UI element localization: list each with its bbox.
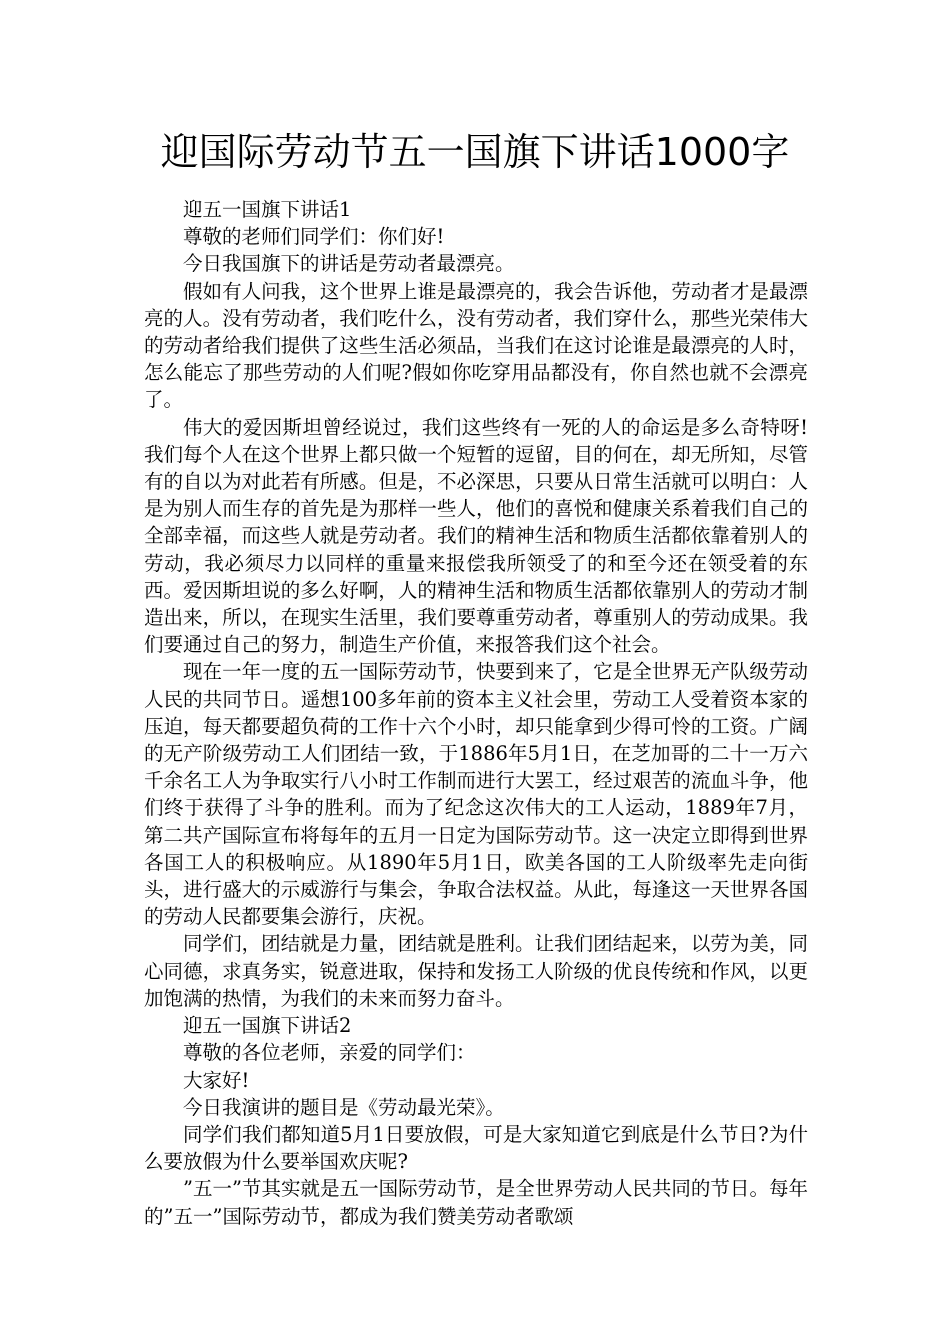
greeting-paragraph: 大家好!: [183, 1068, 250, 1092]
body-paragraph: ”五一”节其实就是五一国际劳动节，是全世界劳动人民共同的节日。每年的”五一”国际劳动节，都成为我们赞美劳动者歌颂: [144, 1177, 808, 1228]
greeting-paragraph: 尊敬的老师们同学们：你们好!: [183, 225, 445, 249]
body-paragraph: 伟大的爱因斯坦曾经说过，我们这些终有一死的人的命运是多么奇特呀!我们每个人在这个世界上都只做一个短暂的逗留，目的何在，却无所知，尽管有的自以为对此若有所感。但是，不必深思，只要从日常生活就可以明白：人是为别人而生存的首先是为那样一些人，他们的喜悦和健康关系着我们自己的全部幸福，而这些人就是劳动者。我们的精神生活和物质生活都依靠着别人的劳动，我必须尽力以同样的重量来报偿我所领受了的和至今还在领受着的东西。爱因斯坦说的多么好啊，人的精神生活和物质生活都依靠别人的劳动才制造出来，所以，在现实生活里，我们要尊重劳动者，尊重别人的劳动成果。我们要通过自己的努力，制造生产价值，来报答我们这个社会。: [144, 415, 808, 657]
body-paragraph: 同学们我们都知道5月1日要放假，可是大家知道它到底是什么节日?为什么要放假为什么要举国欢庆呢?: [144, 1122, 808, 1174]
greeting-paragraph: 尊敬的各位老师，亲爱的同学们：: [183, 1041, 476, 1065]
body-paragraph: 假如有人问我，这个世界上谁是最漂亮的，我会告诉他，劳动者才是最漂亮的人。没有劳动者，我们吃什么，没有劳动者，我们穿什么，那些光荣伟大的劳动者给我们提供了这些生活必须品，当我们在这讨论谁是最漂亮的人时，怎么能忘了那些劳动的人们呢?假如你吃穿用品都没有，你自然也就不会漂亮了。: [144, 279, 808, 412]
document-body: [144, 196, 808, 1230]
document-title: 迎国际劳动节五一国旗下讲话1000字: [160, 130, 790, 174]
body-paragraph: 现在一年一度的五一国际劳动节，快要到来了，它是全世界无产队级劳动人民的共同节日。遥想100多年前的资本主义社会里，劳动工人受着资本家的压迫，每天都要超负荷的工作十六个小时，却只能拿到少得可怜的工资。广阔的无产阶级劳动工人们团结一致，于1886年5月1日，在芝加哥的二十一万六千余名工人为争取实行八小时工作制而进行大罢工，经过艰苦的流血斗争，他们终于获得了斗争的胜利。而为了纪念这次伟大的工人运动，1889年7月，第二共产国际宣布将每年的五月一日定为国际劳动节。这一决定立即得到世界各国工人的积极响应。从1890年5月1日，欧美各国的工人阶级率先走向街头，进行盛大的示威游行与集会，争取合法权益。从此，每逢这一天世界各国的劳动人民都要集会游行，庆祝。: [144, 660, 808, 929]
heading-speech-2: 迎五一国旗下讲话2: [183, 1014, 352, 1038]
heading-speech-1: 迎五一国旗下讲话1: [183, 198, 352, 221]
topic-paragraph: 今日我演讲的题目是《劳动最光荣》。: [183, 1095, 505, 1119]
body-paragraph: 同学们，团结就是力量，团结就是胜利。让我们团结起来，以劳为美，同心同德，求真务实，锐意进取，保持和发扬工人阶级的优良传统和作风，以更加饱满的热情，为我们的未来而努力奋斗。: [144, 932, 808, 1010]
topic-paragraph: 今日我国旗下的讲话是劳动者最漂亮。: [183, 252, 515, 276]
